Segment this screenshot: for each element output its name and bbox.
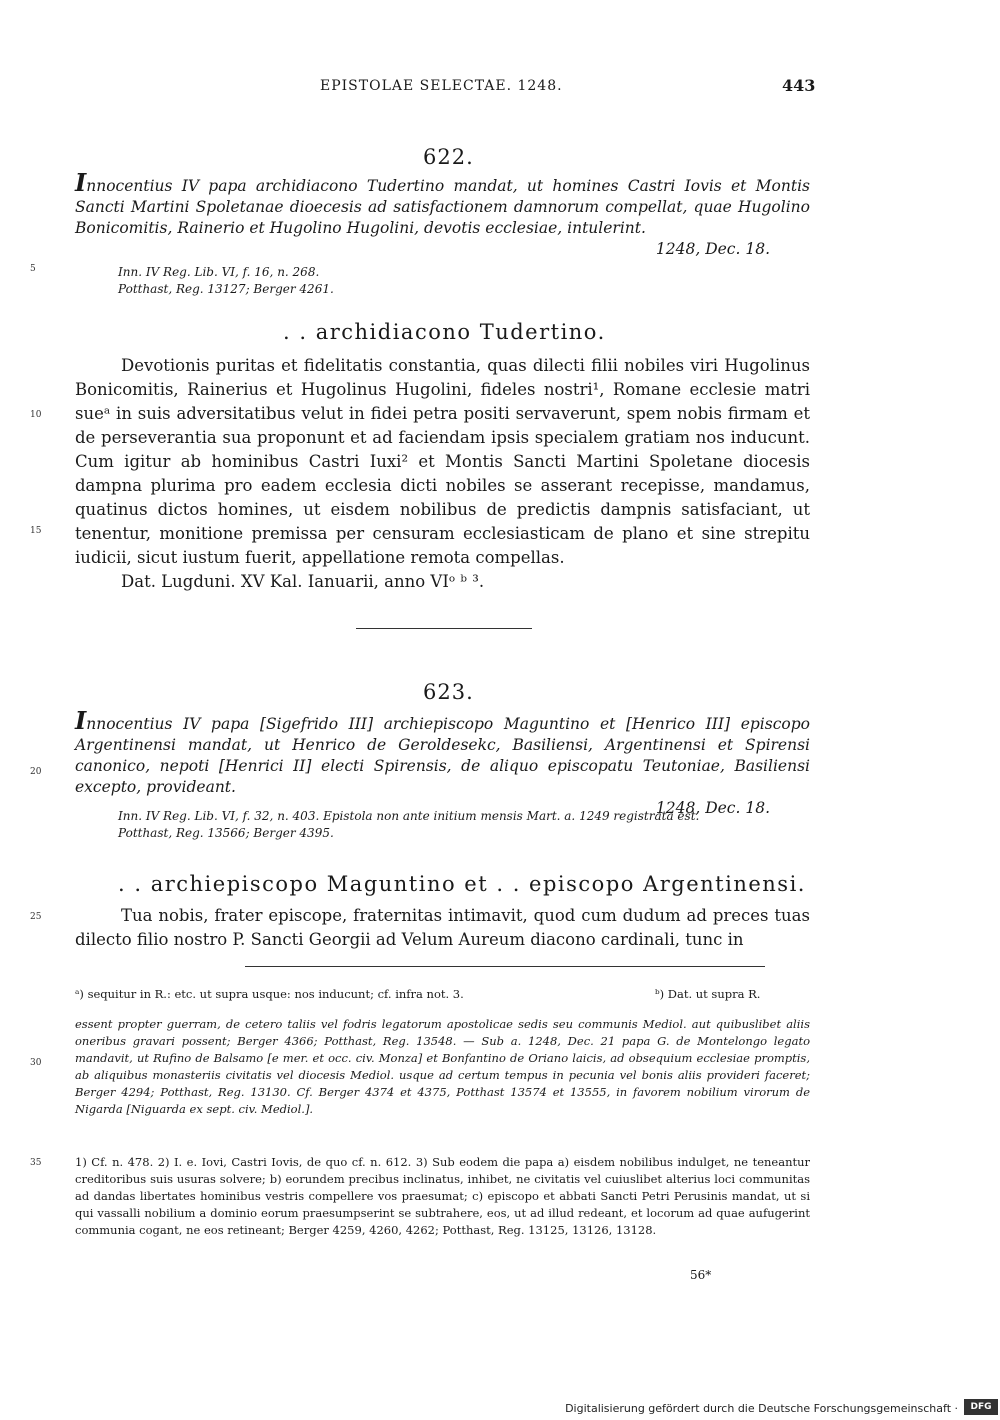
letter-622-body-text: Devotionis puritas et fidelitatis constantia, quas dilecti filii nobiles viri Hugolinus Bonicomitis, Rainerius et Hugolinus Hugolini, fideles nostri¹, Romane ecclesie matri sueᵃ in suis adversitatibus velut in fidei petra positi servaverunt, spem nobis firmam et de perseverantia sua proponunt et ad faciendam ipsis specialem gratiam nos inducunt. Cum igitur ab hominibus Castri Iuxi² et Montis Sancti Martini Spoletane diocesis dampna plurima pro eadem ecclesia dicti nobiles se asserant recepisse, mandamus, quatinus dictos homines, ut eisdem nobilibus de predictis dampnis satisfaciant, ut tenentur, monitione premissa per censuram ecclesiasticam de plano et sine strepitu iudicii, sicut iustum fuerit, appellatione remota compellas. [75,356,810,567]
letter-623-regest-text: nnocentius IV papa [Sigefrido III] archiepiscopo Maguntino et [Henrico III] episcopo Argentinensi mandat, ut Henrico de Geroldesekc, Basiliensi, Argentinensi et Spirensi canonico, nepoti [Henrici II] electi Spirensis, de aliquo episcopatu Teutoniae, Basiliensi excepto, provideant. [75,715,810,796]
letter-622-regest-text: nnocentius IV papa archidiacono Tudertino mandat, ut homines Castri Iovis et Montis Sancti Martini Spoletanae dioecesis ad satisfactionem damnorum compellat, quae Hugolino Bonicomitis, Rainerio et Hugolino Hugolini, devotis ecclesiae, intulerint. [75,177,810,237]
letter-622-source-register: Inn. IV Reg. Lib. VI, f. 16, n. 268. [118,265,320,279]
letter-622-source-potthast: Potthast, Reg. 13127; Berger 4261. [118,282,334,296]
letter-623-addressee: . . archiepiscopo Maguntino et . . episcopo Argentinensi. [118,872,806,896]
dfg-logo-icon: DFG [964,1399,998,1415]
footnote-b: ᵇ) Dat. ut supra R. [655,987,761,1001]
letter-622-sources [118,264,808,298]
line-number: 5 [30,264,36,274]
letter-622-initial: I [75,168,87,197]
letter-623-sources [118,808,808,842]
letter-623-initial: I [75,706,87,735]
letter-622-body [75,354,810,594]
line-number: 20 [30,767,42,777]
line-number: 35 [30,1158,42,1168]
letter-622-dating: Dat. Lugduni. XV Kal. Ianuarii, anno VIᵒ ᵇ ³. [121,572,485,591]
letter-622-number: 622. [423,145,474,169]
footnote-a: ᵃ) sequitur in R.: etc. ut supra usque: nos inducunt; cf. infra not. 3. [75,987,464,1001]
letter-623-source-potthast: Potthast, Reg. 13566; Berger 4395. [118,826,334,840]
letter-623-date: 1248, Dec. 18. [655,799,770,817]
footnote-separator [245,966,765,967]
footnote-continuation: essent propter guerram, de cetero taliis vel fodris legatorum apostolicae sedis seu communis Mediol. aut quibuslibet aliis oneribus gravari possent; Berger 4366; Potthast, Reg. 13548. — Sub a. 1248, Dec. 21 papa G. de Montelongo legato mandavit, ut Rufino de Balsamo [e mer. et occ. civ. Monza] et Bonfantino de Oriano laicis, ad obsequium ecclesiae promptis, ab aliquibus monasteriis civitatis vel diocesis Mediol. usque ad certum tempus in pecunia vel bonis aliis provideri faceret; Berger 4294; Potthast, Reg. 13130. Cf. Berger 4374 et 4375, Potthast 13574 et 13555, in favorem nobilium virorum de Nigarda [Niguarda ex sept. civ. Mediol.]. [75,1017,810,1116]
line-number: 30 [30,1058,42,1068]
line-number: 10 [30,410,42,420]
page-signature: 56* [690,1268,712,1282]
section-divider [356,628,532,629]
letter-623-body-text: Tua nobis, frater episcope, fraternitas intimavit, quod cum dudum ad preces tuas dilecto filio nostro P. Sancti Georgii ad Velum Aureum diacono cardinali, tunc in [75,906,810,949]
footnote-numbered: 1) Cf. n. 478. 2) I. e. Iovi, Castri Iovis, de quo cf. n. 612. 3) Sub eodem die papa a) eisdem nobilibus indulget, ne teneantur creditoribus suis usuras solvere; b) eorundem precibus inclinatus, inhibet, ne civitatis vel cuiuslibet alterius loci communitas ad dandas libertates hominibus vestris compellere vos praesumat; c) episcopo et abbati Sancti Petri Perusinis mandat, ut si qui vassalli nobilium a dominio eorum praesumpserint se subtrahere, eos, ut ad illud redeant, et locorum ad quae aufugerint communia cogant, ne eos retineant; Berger 4259, 4260, 4262; Potthast, Reg. 13125, 13126, 13128. [75,1155,810,1237]
running-title: EPISTOLAE SELECTAE. 1248. [320,78,563,94]
letter-623-body [75,904,810,952]
letter-623-source-register: Inn. IV Reg. Lib. VI, f. 32, n. 403. Epistola non ante initium mensis Mart. a. 1249 registrata est. [118,809,700,823]
letter-623-regest [75,706,810,819]
letter-622-regest [75,168,810,260]
page-number: 443 [782,76,816,95]
letter-622-addressee: . . archidiacono Tudertino. [283,320,606,344]
line-number: 25 [30,912,42,922]
letter-623-number: 623. [423,680,474,704]
letter-622-date: 1248, Dec. 18. [655,240,770,258]
line-number: 15 [30,526,42,536]
funding-notice: Digitalisierung gefördert durch die Deutsche Forschungsgemeinschaft · [565,1402,958,1415]
